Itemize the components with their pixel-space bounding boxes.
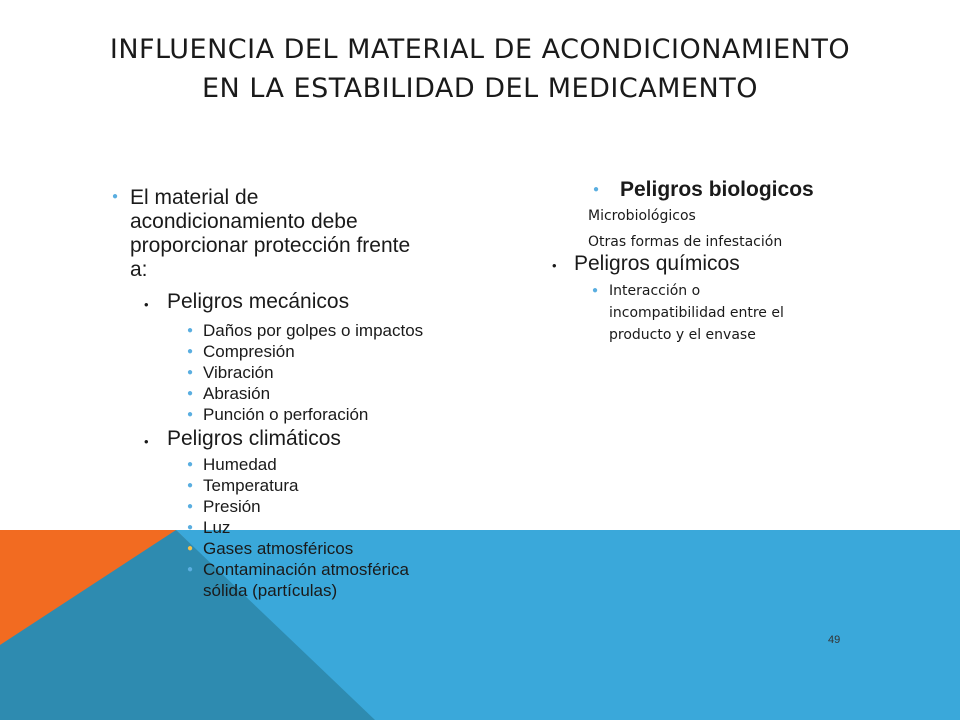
climaticos-item-cont: sólida (partículas)	[203, 581, 338, 600]
chem-heading: Peligros químicos	[574, 252, 740, 275]
mecanicos-item: Daños por golpes o impactos	[203, 321, 424, 340]
group-mecanicos-label: Peligros mecánicos	[167, 290, 350, 313]
bullet-icon: ●	[187, 480, 194, 491]
bullet-icon: •	[144, 434, 149, 449]
bullet-icon: ●	[593, 184, 600, 195]
bullet-icon: ●	[187, 409, 194, 420]
bio-item: Otras formas de infestación	[588, 234, 783, 250]
intro-line-2: acondicionamiento debe	[130, 210, 358, 233]
climaticos-item: Humedad	[203, 455, 277, 474]
bullet-icon: ●	[592, 285, 599, 296]
slide-title	[40, 30, 920, 108]
bullet-icon: ●	[187, 325, 194, 336]
climaticos-item: Temperatura	[203, 476, 299, 495]
intro-line-3: proporcionar protección frente	[130, 234, 411, 257]
mecanicos-item: Punción o perforación	[203, 405, 369, 424]
bullet-icon: ●	[187, 543, 194, 554]
mecanicos-item: Compresión	[203, 342, 295, 361]
bullet-icon: ●	[187, 501, 194, 512]
bullet-icon: ●	[187, 388, 194, 399]
climaticos-item: Gases atmosféricos	[203, 539, 354, 558]
climaticos-item: Contaminación atmosférica	[203, 560, 409, 579]
bullet-icon: ●	[187, 367, 194, 378]
chem-item-line: Interacción o	[609, 283, 701, 299]
bio-item: Microbiológicos	[588, 208, 696, 224]
mecanicos-item: Vibración	[203, 363, 274, 382]
bio-heading: Peligros biologicos	[620, 178, 814, 201]
bullet-icon: ●	[187, 564, 194, 575]
intro-line-4: a:	[130, 258, 148, 281]
intro-line-1: El material de	[130, 186, 259, 209]
title-line-2: EN LA ESTABILIDAD DEL MEDICAMENTO	[202, 73, 758, 104]
climaticos-item: Luz	[203, 518, 231, 537]
bullet-icon: •	[144, 297, 149, 312]
chem-item-line: incompatibilidad entre el	[609, 305, 784, 321]
mecanicos-item: Abrasión	[203, 384, 271, 403]
bullet-icon: ●	[112, 191, 119, 202]
title-line-1: INFLUENCIA DEL MATERIAL DE ACONDICIONAMIENTO	[109, 34, 851, 65]
group-climaticos-label: Peligros climáticos	[167, 427, 341, 450]
bullet-icon: ●	[187, 522, 194, 533]
bullet-icon: ●	[187, 346, 194, 357]
chem-item-line: producto y el envase	[609, 327, 756, 343]
bullet-icon: •	[552, 258, 557, 273]
bullet-icon: ●	[187, 459, 194, 470]
page-number: 49	[828, 634, 841, 646]
climaticos-item: Presión	[203, 497, 261, 516]
